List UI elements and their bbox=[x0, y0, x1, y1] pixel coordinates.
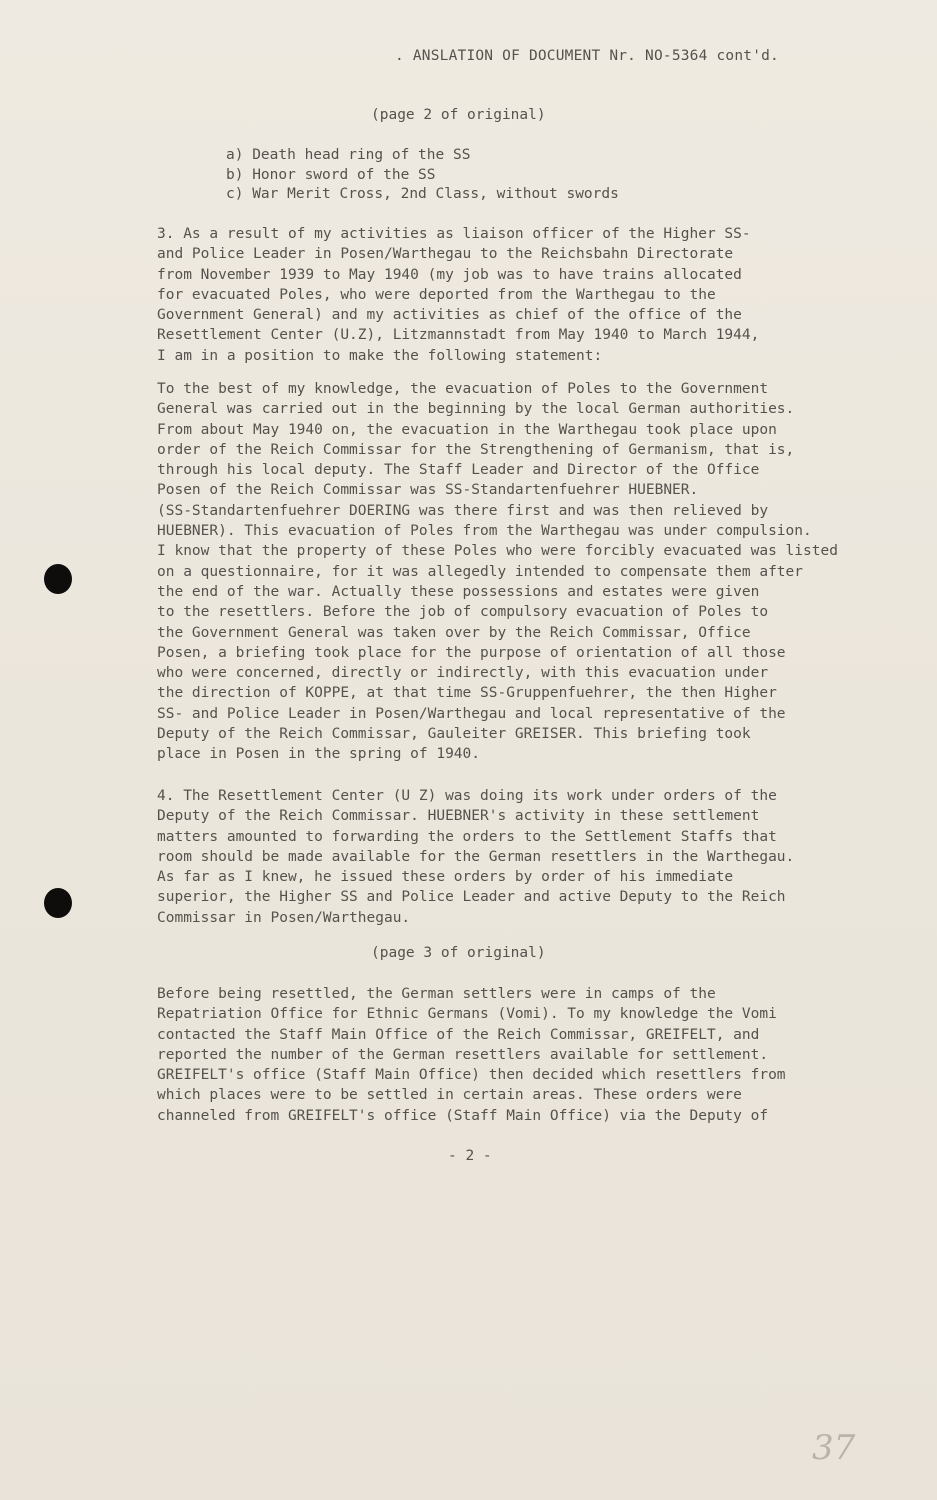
text-line: Before being resettled, the German settlers were in camps of the bbox=[157, 986, 716, 1002]
text-line: which places were to be settled in certain areas. These orders were bbox=[157, 1087, 742, 1104]
text-line: To the best of my knowledge, the evacuation of Poles to the Government bbox=[157, 381, 769, 397]
document-header: . ANSLATION OF DOCUMENT Nr. NO-5364 cont'd. bbox=[395, 48, 779, 64]
text-line: I am in a position to make the following statement: bbox=[157, 347, 603, 364]
text-line: superior, the Higher SS and Police Leader and active Deputy to the Reich bbox=[157, 889, 786, 906]
text-line: Repatriation Office for Ethnic Germans (Vomi). To my knowledge the Vomi bbox=[157, 1006, 777, 1023]
text-line: who were concerned, directly or indirectly, with this evacuation under bbox=[157, 665, 769, 682]
text-line: the Government General was taken over by the Reich Commissar, Office bbox=[157, 624, 751, 641]
page-note-original-3: (page 3 of original) bbox=[371, 945, 546, 961]
list-item: a) Death head ring of the SS bbox=[226, 147, 471, 163]
text-line: order of the Reich Commissar for the Strengthening of Germanism, that is, bbox=[157, 441, 795, 458]
text-line: place in Posen in the spring of 1940. bbox=[157, 746, 481, 763]
paragraph-before-resettled bbox=[157, 984, 786, 1126]
text-line: Government General) and my activities as chief of the office of the bbox=[157, 307, 742, 324]
text-line: room should be made available for the German resettlers in the Warthegau. bbox=[157, 848, 795, 865]
text-line: channeled from GREIFELT's office (Staff Main Office) via the Deputy of bbox=[157, 1107, 769, 1124]
text-line: from November 1939 to May 1940 (my job was to have trains allocated bbox=[157, 266, 742, 283]
punch-hole-icon bbox=[44, 564, 72, 594]
text-line: Deputy of the Reich Commissar, Gauleiter GREISER. This briefing took bbox=[157, 726, 751, 743]
text-line: 3. As a result of my activities as liaison officer of the Higher SS- bbox=[157, 226, 751, 242]
text-line: General was carried out in the beginning by the local German authorities. bbox=[157, 401, 795, 418]
list-item: b) Honor sword of the SS bbox=[226, 166, 436, 183]
text-line: 4. The Resettlement Center (U Z) was doing its work under orders of the bbox=[157, 788, 777, 804]
text-line: and Police Leader in Posen/Warthegau to the Reichsbahn Directorate bbox=[157, 246, 734, 263]
text-line: Commissar in Posen/Warthegau. bbox=[157, 909, 411, 926]
page-note-original-2: (page 2 of original) bbox=[371, 107, 546, 123]
text-line: for evacuated Poles, who were deported from the Warthegau to the bbox=[157, 286, 716, 303]
page-number: - 2 - bbox=[448, 1148, 492, 1164]
text-line: on a questionnaire, for it was allegedly intended to compensate them after bbox=[157, 563, 804, 580]
text-line: As far as I knew, he issued these orders by order of his immediate bbox=[157, 869, 734, 886]
text-line: SS- and Police Leader in Posen/Warthegau and local representative of the bbox=[157, 705, 786, 722]
text-line: HUEBNER). This evacuation of Poles from the Warthegau was under compulsion. bbox=[157, 523, 812, 540]
text-line: Posen, a briefing took place for the purpose of orientation of all those bbox=[157, 644, 786, 661]
paragraph-3 bbox=[157, 224, 759, 366]
text-line: the end of the war. Actually these possessions and estates were given bbox=[157, 583, 760, 600]
list-item: c) War Merit Cross, 2nd Class, without swords bbox=[226, 186, 619, 202]
text-line: GREIFELT's office (Staff Main Office) then decided which resettlers from bbox=[157, 1067, 786, 1084]
decorations-list bbox=[226, 146, 619, 205]
text-line: to the resettlers. Before the job of compulsory evacuation of Poles to bbox=[157, 604, 769, 621]
text-line: through his local deputy. The Staff Leader and Director of the Office bbox=[157, 462, 760, 479]
text-line: the direction of KOPPE, at that time SS-Gruppenfuehrer, the then Higher bbox=[157, 685, 777, 702]
punch-hole-icon bbox=[44, 888, 72, 918]
text-line: (SS-Standartenfuehrer DOERING was there first and was then relieved by bbox=[157, 502, 769, 519]
text-line: Resettlement Center (U.Z), Litzmannstadt from May 1940 to March 1944, bbox=[157, 327, 760, 344]
paragraph-4 bbox=[157, 786, 794, 928]
text-line: I know that the property of these Poles who were forcibly evacuated was listed bbox=[157, 543, 838, 560]
paragraph-evacuation bbox=[157, 379, 838, 765]
text-line: Posen of the Reich Commissar was SS-Standartenfuehrer HUEBNER. bbox=[157, 482, 699, 499]
text-line: reported the number of the German resettlers available for settlement. bbox=[157, 1046, 769, 1063]
text-line: Deputy of the Reich Commissar. HUEBNER's activity in these settlement bbox=[157, 808, 760, 825]
text-line: contacted the Staff Main Office of the Reich Commissar, GREIFELT, and bbox=[157, 1026, 760, 1043]
handwritten-page-number: 37 bbox=[812, 1428, 856, 1468]
text-line: From about May 1940 on, the evacuation in the Warthegau took place upon bbox=[157, 421, 777, 438]
text-line: matters amounted to forwarding the orders to the Settlement Staffs that bbox=[157, 828, 777, 845]
